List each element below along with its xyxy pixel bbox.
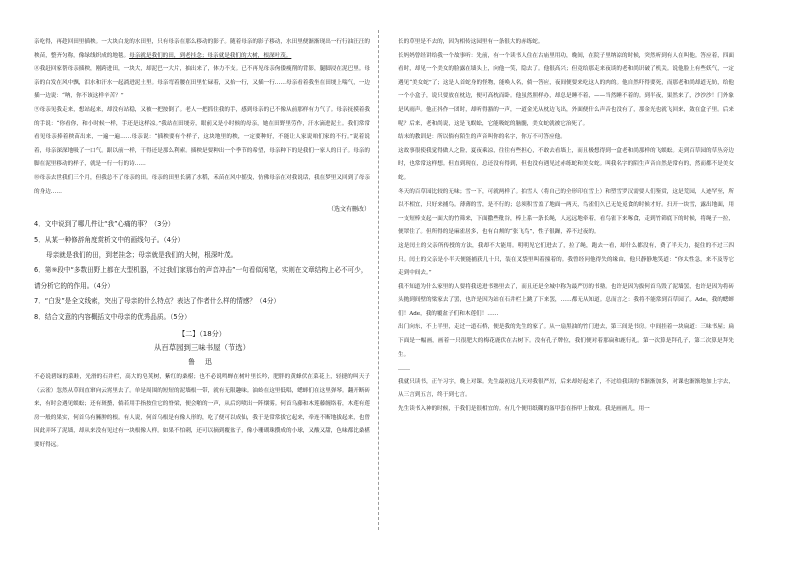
paragraph: [34, 36, 370, 63]
question-8: 8．结合文意的内容概括文中母亲的优秀品质。（5分）: [34, 312, 191, 321]
paragraph: 这是闰土的父亲所传授的方法，我却不大能用。明明见它们进去了，拉了绳，跑去一看，却什么都没有，费了半天力，捉住的不过三四只。闰土的父亲是小半天便能捕获几十只，装在叉袋里叫着撞着的。我曾经问他得失的缘由，他只静静地笑道：“你太性急，来不及等它走到中间去。”: [398, 242, 734, 277]
section-title: 从百草园到三味书屋（节选）: [153, 342, 251, 352]
paragraph: 这故事很使我觉得做人之险，夏夜乘凉，往往有些担心，不敢去看墙上，而且极想得到一盒老和尚那样的飞蜈蚣。走到百草园的草丛旁边时，也常常这样想。但直到现在，总还没有得到，但也没有遇见过赤练蛇和美女蛇。叫我名字的陌生声音自然是常有的，然而都不是美女蛇。: [398, 147, 734, 181]
paragraph-10: ⑩母亲去世我们三个月，但我总不了母亲的田。母亲的田里长满了水稻，禾苗在风中摇曳，仿佛母亲在对我说话，我在梦里又回到了母亲的身边……: [34, 174, 370, 195]
ellipsis: ……: [398, 365, 410, 373]
paragraph: 长的草里是不去的，因为相传这园里有一条很大的赤练蛇。: [398, 39, 544, 45]
question-4: 4．文中说到了哪几件让“我”心痛的事？（3分）: [34, 220, 175, 229]
paragraph: 出门向东，不上半里，走过一道石桥，便是我的先生的家了。从一扇黑油的竹门进去，第三间是书房。中间挂着一块扁道：三味书屋；扁下面是一幅画，画着一只很肥大的梅花鹿伏在古树下。没有孔子牌位，我们便对着那扁和鹿行礼。第一次算是拜孔子，第二次算是拜先生。: [398, 324, 734, 358]
section-author: 鲁 迅: [188, 357, 216, 366]
paragraph: 我就只读书，正午习字，晚上对课。先生最初这几天对我很严厉，后来却好起来了，不过给我读的书渐渐加多，对课也渐渐地加上字去，从三言到五言，终于到七言。: [398, 378, 734, 399]
paragraph: 长妈妈曾经讲给我一个故事听：先前，有一个读书人住在古庙里用功，晚间，在院子里纳凉的时候，突然听到有人在叫他。答应着，四面看时，却见一个美女的脸露在墙头上，向他一笑，隐去了。他很高兴；但竟给那走来夜谈的老和尚识破了机关。说他脸上有些妖气，一定遇见“美女蛇”了；这是人首蛇身的怪物，能唤人名，倘一答应，夜间便要来吃这人的肉的。他自然吓得要死，而那老和尚却道无妨，给他一个小盒子，说只要放在枕边，便可高枕而卧。他虽然照样办，却总是睡不着，——当然睡不着的。到半夜，果然来了，沙沙沙！门外象是风雨声。他正抖作一团时，却听得豁的一声，一道金光从枕边飞出，外面便什么声音也没有了，那金光也就飞回来，敛在盒子里。后来呢？后来，老和尚说，这是飞蜈蚣，它能吸蛇的脑髓，美女蛇就被它治死了。: [398, 52, 734, 127]
question-7: 7．“白发”是全文线索，突出了母亲的什么特点？表达了作者什么样的情感？（4分）: [34, 297, 281, 306]
underlined-sentence: 母亲就是我们的田，到老挂念；母亲就是我们的大树，根深叶茂。: [129, 52, 292, 59]
paragraph-text: 亲吃得，再趁回田里插秧。一大块白龙的水田里，只有母亲在那么移动的影子。随着母亲的影子移动，水田里便渐渐现出一行行油汪汪的秧苗，整齐匀称，像绿线织成的地毯。: [34, 39, 370, 59]
section-tag: 【二】（18分）: [178, 329, 226, 338]
question-5-sentence: 母亲就是我们的田，到老挂念；母亲就是我们的大树，根深叶茂。: [46, 250, 238, 259]
paragraph: 我不知道为什么家里的人要将我送进书塾里去了，而且还是全城中称为最严厉的书塾。也许是因为拔何首乌毁了泥墙罢，也许是因为将砖头抛到间壁的梁家去了罢，也许是因为站在石井栏上跳了下来罢，……都无从知道。总而言之：我将不能常到百草园了。Ade，我的蟋蟀们！Ade，我的覆盆子们和木莲们！……: [398, 283, 734, 317]
paragraph: 先生读书入神的时候，于我们是很相宜的。有几个便用纸糊的盔甲套在指甲上做戏。我是画画儿，用一: [398, 406, 650, 413]
right-column: [398, 36, 734, 417]
paragraph-luxun: 不必说碧绿的菜畦，光滑的石井栏，高大的皂荚树，紫红的桑椹；也不必说鸣蝉在树叶里长吟，肥胖的黄蜂伏在菜花上，轻捷的叫天子（云雀）忽然从草间直窜向云霄里去了。单是周围的短短的泥墙根一带，就有无限趣味。油蛉在这里低唱，蟋蟀们在这里弹琴。翻开断砖来，有时会遇见蜈蚣；还有斑蝥，倘若用手指按住它的脊梁，便会啪的一声，从后窍喷出一阵烟雾。何首乌藤和木莲藤缠络着，木莲有莲房一般的果实，何首乌有臃肿的根。有人说，何首乌根是有像人形的，吃了便可以成仙，我于是常常拔它起来，牵连不断地拔起来，也曾因此弄坏了泥墙，却从来没有见过有一块根像人样。如果不怕刺，还可以摘到覆盆子，像小珊瑚珠攒成的小球，又酸又甜，色味都比桑椹要好得远。: [34, 373, 370, 448]
paragraph: 冬天的百草园比较的无味；雪一下，可就两样了。拍雪人（将自己的全形印在雪上）和塑雪罗汉需要人们鉴赏，这是荒园，人迹罕至，所以不相宜，只好来捕鸟。薄薄的雪，是不行的；总须积雪盖了地面一两天，鸟雀们久已无处觅食的时候才好。扫开一块雪，露出地面，用一支短棒支起一面大的竹筛来，下面撒些秕谷，棒上系一条长绳，人远远地牵着，看鸟雀下来啄食，走到竹筛底下的时候，将绳子一拉，便罩住了。但所得的是麻雀居多，也有白颊的“张飞鸟”，性子很躁，养不过夜的。: [398, 188, 734, 236]
paragraph-8: ⑧我赶回家帮母亲插秧，刚跨进田，一块大，却泥巴一大片，抽出来了，体力不支。已不再见母亲佝偻瘦削的背影，腿脚浸在泥巴里。母亲的白发在风中飘，泪水和汗水一起淌进泥土里。母亲弯着腰在田里忙碌着，又抬一行，又插一行……母亲看着我坐在田埂上喘气，一边插一边说：“呐，你不该这样辛苦？”: [34, 66, 370, 100]
paragraph: 结末的教训是：所以倘有陌生的声音叫你的名字，你万不可答应他。: [398, 134, 566, 141]
source-note: （选文有删改）: [327, 206, 370, 214]
left-column: [34, 36, 370, 453]
question-6: 6．第⑨段中“多数田野上都在大型机器，不过我们家那台的声音冲击”一句看似闲笔，实则在文章结构上必不可少，请分析它的的作用。（4分）: [34, 266, 368, 290]
paragraph-9: ⑨母亲见我走来，想站起来，却没有站稳，又被一把按倒了。老人一把抓住我的手，感到母亲的已不像从前那样有力气了。母亲抚摸着我的手说：“你看你，和小时候一样，手还是这样凉。”我站在田埂旁，眼前又是小时候的母亲，她在田野里劳作，汗水滴进泥土。我们常常看见母亲捧着秧苗出来，一遍一遍……母亲说：“插秧要有个样子，这块地里的秧，一定要种好，不能让人家说咱们家的不行。”说着说着，母亲深深地吸了一口气。跟以前一样，干得还是那么利索。插秧是要种出一个季节的希望，母亲种下的是我们一家人的日子。母亲的脚在泥里移动的样子，就是一行一行的诗……: [34, 106, 370, 168]
question-5: 5．从某一种修辞角度赏析文中的画线句子。（4分）: [34, 235, 185, 244]
column-divider: [378, 30, 379, 530]
